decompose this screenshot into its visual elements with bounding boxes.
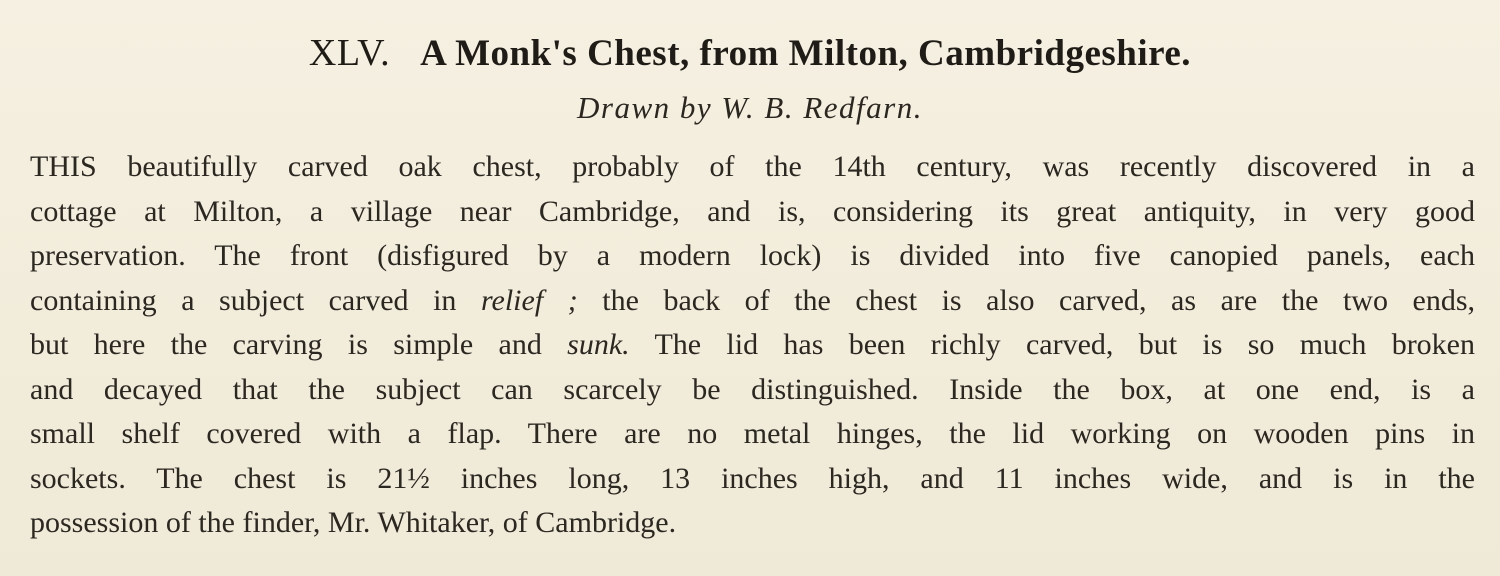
text-line-9: possession of the finder, Mr. Whitaker, of Cambridge. xyxy=(30,506,677,539)
text-line-5 xyxy=(30,323,1475,368)
plate-title: A Monk's Chest, from Milton, Cambridgeshire. xyxy=(420,33,1192,74)
text-run: but here the carving is simple and xyxy=(30,328,568,361)
text-line-7: small shelf covered with a flap. There are no metal hinges, the lid working on wooden pins in xyxy=(30,417,1475,450)
plate-heading xyxy=(0,30,1500,76)
text-run: beautifully carved oak chest, probably of the 14th century, was recently discovered in a xyxy=(96,150,1475,183)
text-run: containing a subject carved in xyxy=(30,283,481,317)
italic-term-relief: relief ; xyxy=(480,283,578,317)
text-line-1 xyxy=(30,145,1475,190)
drop-word: THIS xyxy=(30,150,97,183)
text-run: The lid has been richly carved, but is so much broken xyxy=(629,328,1475,361)
description-paragraph xyxy=(30,145,1475,546)
text-line-2: cottage at Milton, a village near Cambridge, and is, considering its great antiquity, in very good xyxy=(30,194,1475,228)
text-line-6: and decayed that the subject can scarcely be distinguished. Inside the box, at one end, is a xyxy=(30,372,1475,406)
illustrator-credit: Drawn by W. B. Redfarn. xyxy=(577,90,923,125)
text-line-3: preservation. The front (disfigured by a modern lock) is divided into five canopied panels, each xyxy=(30,239,1475,272)
text-line-4 xyxy=(30,279,1475,324)
italic-term-sunk: sunk. xyxy=(567,328,630,361)
plate-number: XLV. xyxy=(308,32,391,74)
text-run: the back of the chest is also carved, as are the two ends, xyxy=(577,283,1475,317)
text-line-8: sockets. The chest is 21½ inches long, 13 inches high, and 11 inches wide, and is in the xyxy=(30,461,1475,495)
